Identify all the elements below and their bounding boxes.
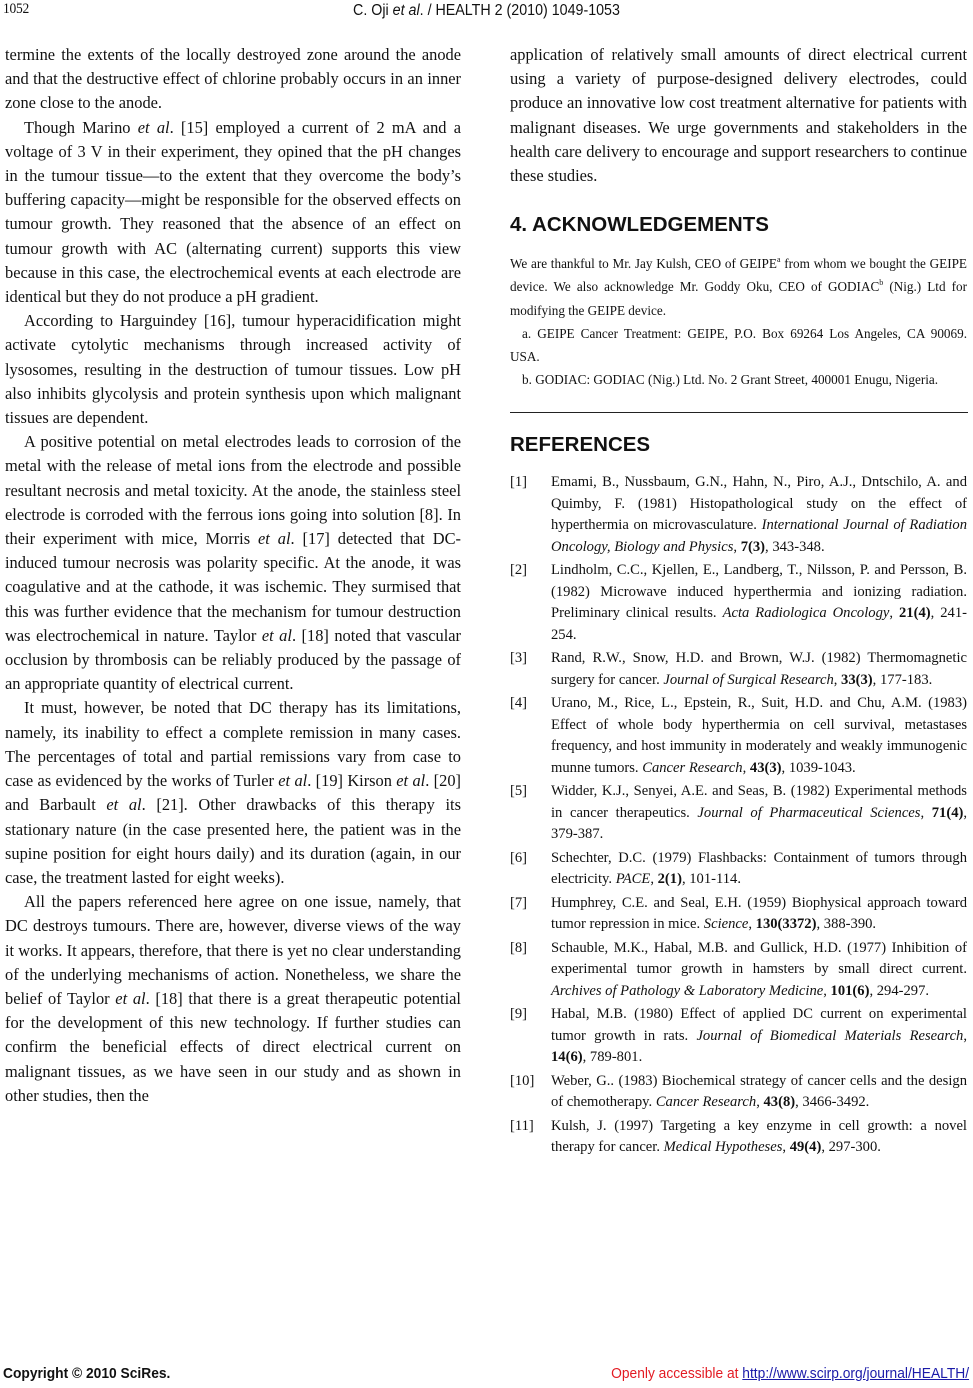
reference-number: [9]	[510, 1006, 528, 1023]
acknowledgements-body	[510, 252, 967, 391]
acknowledgements-text: We are thankful to Mr. Jay Kulsh, CEO of GEIPE$^a$ from whom we bought the GEIPE device. We also acknowledge Mr. Goddy Oku, CEO of GODIAC$^b$ (Nig.) Ltd for modifying the GEIPE device.	[510, 255, 967, 318]
reference-text: Schechter, D.C. (1979) Flashbacks: Containment of tumors through electricity. PACE, 2(1), 101-114.	[551, 849, 967, 888]
reference-text: Humphrey, C.E. and Seal, E.H. (1959) Biophysical approach toward tumor repression in mice. Science, 130(3372), 388-390.	[551, 894, 967, 933]
section-heading-acknowledgements: 4. ACKNOWLEDGEMENTS	[510, 213, 769, 237]
reference-text: Schauble, M.K., Habal, M.B. and Gullick, H.D. (1977) Inhibition of experimental tumor growth in hamsters by small direct current. Archives of Pathology & Laboratory Medicine, 101(6), 294-297.	[551, 939, 967, 999]
reference-number: [1]	[510, 474, 528, 491]
body-paragraph: All the papers referenced here agree on one issue, namely, that DC destroys tumours. There are, however, diverse views of the way it works. It appears, therefore, that there is yet no clear understanding of the underlying mechanisms of action. Nonetheless, we share the belief of Taylor et al. [18] that there is a great therapeutic potential for the development of this new technology. If further studies can confirm the beneficial effects of direct electrical current on malignant tissues, as we have seen in our study and as shown in other studies, then the	[5, 892, 461, 1105]
reference-text: Lindholm, C.C., Kjellen, E., Landberg, T., Nilsson, P. and Persson, B. (1982) Microwave induced hyperthermia and ionizing radiation. Preliminary clinical results. Acta Radiologica Oncology, 21(4), 241-254.	[551, 562, 968, 643]
conclusion-continuation: application of relatively small amounts of direct electrical current using a variety of purpose-designed delivery electrodes, could produce an innovative low cost treatment alternative for patients with malignant diseases. We urge governments and stakeholders in the health care delivery to encourage and support researchers to continue these studies.	[510, 45, 967, 186]
body-paragraph: Though Marino et al. [15] employed a current of 2 mA and a voltage of 3 V in their experiment, they opined that the pH changes in the tumour tissue—to the extent that they overcome the body’s buffering capacity—might be responsible for the observed effects on tumour growth. They reasoned that the absence of an effect on tumour growth with AC (alternating current) supports this view because in this case, the electrochemical events at each electrode are identical but they do not produce a pH gradient.	[5, 117, 461, 307]
reference-item	[510, 648, 967, 691]
reference-item	[510, 693, 967, 779]
reference-number: [10]	[510, 1072, 535, 1089]
open-access-notice: Openly accessible at http://www.scirp.org/journal/HEALTH/	[611, 1365, 969, 1382]
reference-number: [7]	[510, 894, 528, 911]
body-paragraph: A positive potential on metal electrodes leads to corrosion of the metal with the release of metal ions from the electrode and possible resultant necrosis and metal toxicity. At the anode, the stainless steel electrode is corroded with the ferrous ions going into solution [8]. In their experiment with mice, Morris et al. [17] detected that DC-induced tumour necrosis was polarity specific. At the anode, it was coagulative and at the cathode, it was ischemic. They surmised that this was further evidence that the mechanism for tumour destruction was electrochemical in nature. Taylor et al. [18] noted that vascular occlusion by thrombosis can be reliably produced by the passage of an appropriate quantity of electrical current.	[5, 432, 461, 694]
left-column	[5, 43, 461, 1108]
reference-item	[510, 560, 967, 646]
reference-number: [4]	[510, 695, 528, 712]
reference-text: Widder, K.J., Senyei, A.E. and Seas, B. (1982) Experimental methods in cancer therapeutics. Journal of Pharmaceutical Sciences, 71(4), 379-387.	[551, 783, 968, 843]
reference-item	[510, 781, 967, 846]
reference-item	[510, 848, 967, 891]
reference-number: [2]	[510, 562, 528, 579]
reference-item	[510, 1116, 967, 1159]
section-divider	[510, 412, 968, 413]
reference-text: Kulsh, J. (1997) Targeting a key enzyme in cell growth: a novel therapy for cancer. Medical Hypotheses, 49(4), 297-300.	[551, 1117, 967, 1156]
reference-item	[510, 472, 967, 558]
footnote-b: b. GODIAC: GODIAC (Nig.) Ltd. No. 2 Grant Street, 400001 Enugu, Nigeria.	[522, 372, 939, 388]
page-header	[0, 0, 973, 24]
reference-text: Rand, R.W., Snow, H.D. and Brown, W.J. (1982) Thermomagnetic surgery for cancer. Journal of Surgical Research, 33(3), 177-183.	[551, 650, 967, 688]
journal-link[interactable]: http://www.scirp.org/journal/HEALTH/	[742, 1365, 969, 1382]
page-number: 1052	[3, 1, 29, 17]
footnote-a: a. GEIPE Cancer Treatment: GEIPE, P.O. Box 69264 Los Angeles, CA 90069. USA.	[510, 325, 967, 365]
reference-text: Weber, G.. (1983) Biochemical strategy of cancer cells and the design of chemotherapy. Cancer Research, 43(8), 3466-3492.	[551, 1072, 967, 1111]
reference-number: [3]	[510, 650, 528, 667]
reference-item	[510, 1004, 967, 1069]
reference-text: Urano, M., Rice, L., Epstein, R., Suit, H.D. and Chu, A.M. (1983) Effect of whole body hyperthermia on cell survival, metastases frequency, and host immunity in moderately and weakly immunogenic munne tumors. Cancer Research, 43(3), 1039-1043.	[551, 695, 967, 776]
body-paragraph: termine the extents of the locally destroyed zone around the anode and that the destructive effect of chlorine probably occurs in an inner zone close to the anode.	[5, 45, 461, 113]
running-head: C. Oji et al. / HEALTH 2 (2010) 1049-1053	[353, 2, 620, 19]
reference-text: Habal, M.B. (1980) Effect of applied DC current on experimental tumor growth in rats. Journal of Biomedical Materials Research, 14(6), 789-801.	[551, 1006, 967, 1066]
body-paragraph: According to Harguindey [16], tumour hyperacidification might activate cytolytic mechanisms through increased activity of lysosomes, resulting in the destruction of tumour tissues. Low pH also inhibits glycolysis and protein synthesis upon which malignant tissues are dependent.	[5, 311, 461, 428]
references-heading: REFERENCES	[510, 433, 651, 457]
reference-number: [5]	[510, 783, 528, 800]
reference-item	[510, 893, 967, 936]
reference-item	[510, 1071, 967, 1114]
page-footer	[0, 1362, 973, 1388]
reference-item	[510, 938, 967, 1003]
copyright-notice: Copyright © 2010 SciRes.	[3, 1365, 171, 1382]
reference-text: Emami, B., Nussbaum, G.N., Hahn, N., Piro, A.J., Dntschilo, A. and Quimby, F. (1981) Histopathological study on the effect of hyperthermia on microvasculature. International Journal of Radiation Oncology, Biology and Physics, 7(3), 343-348.	[551, 474, 967, 555]
references-list	[510, 472, 967, 1159]
body-paragraph: It must, however, be noted that DC therapy has its limitations, namely, its inability to effect a complete remission in many cases. The percentages of total and partial remissions vary from case to case as evidenced by the works of Turler et al. [19] Kirson et al. [20] and Barbault et al. [21]. Other drawbacks of this therapy its stationary nature (in the case presented here, the patient was in the supine position for eight hours daily) and its duration (again, in our case, the treatment lasted for eight weeks).	[5, 698, 461, 887]
right-column	[510, 43, 967, 1161]
reference-number: [11]	[510, 1117, 534, 1134]
reference-number: [6]	[510, 849, 528, 866]
reference-number: [8]	[510, 939, 528, 956]
